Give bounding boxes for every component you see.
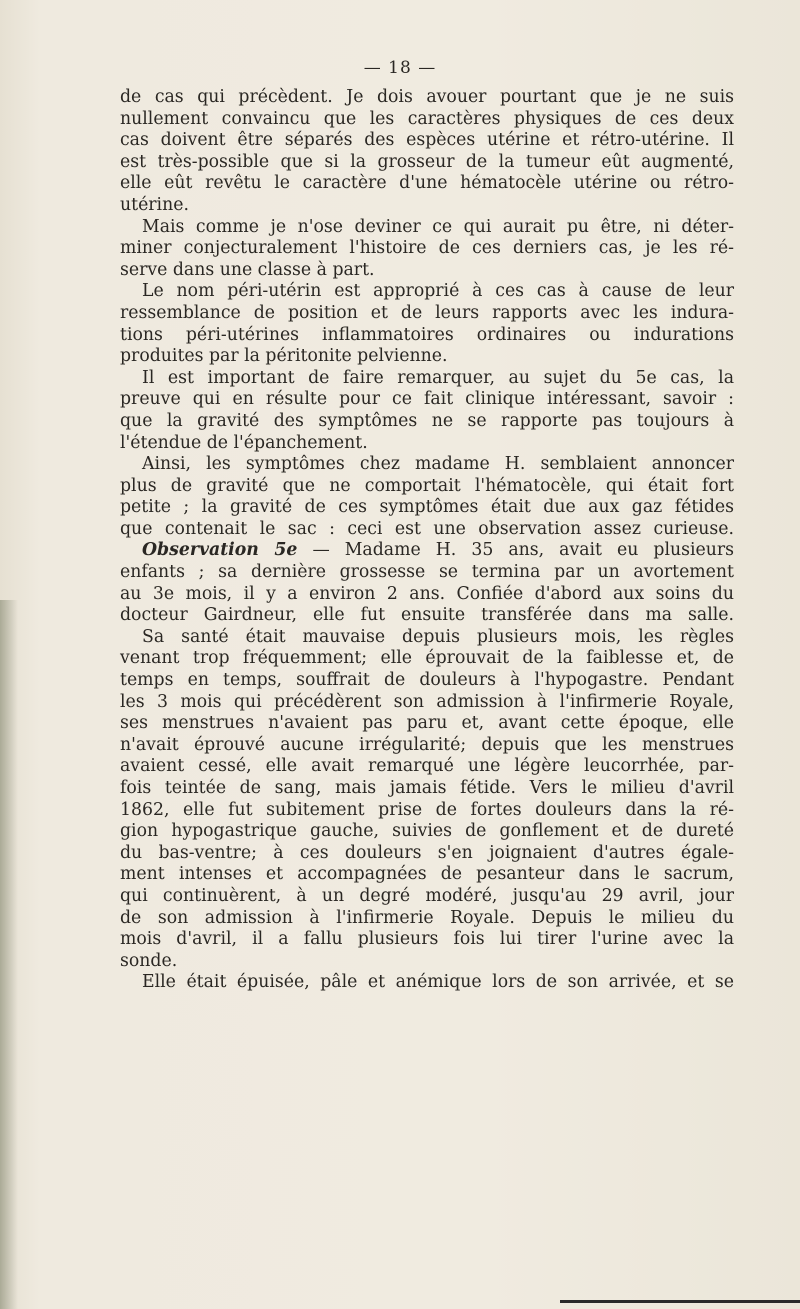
body-text: [120, 87, 734, 994]
text-line: qui continuèrent, à un degré modéré, jusqu'au 29 avril, jour: [120, 885, 734, 906]
bottom-rule: [560, 1300, 800, 1303]
text-line: Sa santé était mauvaise depuis plusieurs mois, les règles: [142, 626, 734, 647]
text-line: plus de gravité que ne comportait l'hématocèle, qui était fort: [120, 475, 734, 496]
observation-line: [120, 540, 734, 562]
text-line: 1862, elle fut subitement prise de fortes douleurs dans la ré-: [120, 799, 734, 820]
text-line: fois teintée de sang, mais jamais fétide. Vers le milieu d'avril: [120, 778, 734, 798]
text-line: miner conjecturalement l'histoire de ces derniers cas, je les ré-: [120, 238, 734, 259]
text-line: produites par la péritonite pelvienne.: [120, 346, 448, 367]
text-line: elle eût revêtu le caractère d'une hématocèle utérine ou rétro-: [120, 173, 734, 194]
text-line: de cas qui précèdent. Je dois avouer pourtant que je ne suis: [120, 87, 734, 107]
text-line: mois d'avril, il a fallu plusieurs fois lui tirer l'urine avec la: [120, 929, 734, 950]
text-line: ressemblance de position et de leurs rapports avec les indura-: [120, 302, 734, 323]
text-line: que contenait le sac : ceci est une observation assez curieuse.: [120, 518, 734, 539]
text-line: temps en temps, souffrait de douleurs à l'hypogastre. Pendant: [120, 670, 734, 691]
text-line: preuve qui en résulte pour ce fait clinique intéressant, savoir :: [120, 389, 734, 410]
text-line: enfants ; sa dernière grossesse se termina par un avortement: [120, 562, 734, 583]
text-line: Il est important de faire remarquer, au sujet du 5e cas, la: [142, 367, 734, 388]
text-line: petite ; la gravité de ces symptômes était due aux gaz fétides: [120, 497, 734, 518]
text-line: avaient cessé, elle avait remarqué une légère leucorrhée, par-: [120, 756, 734, 777]
text-line: venant trop fréquemment; elle éprouvait de la faiblesse et, de: [120, 648, 734, 669]
text-line: gion hypogastrique gauche, suivies de gonflement et de dureté: [120, 821, 734, 842]
text-line: tions péri-utérines inflammatoires ordinaires ou indurations: [120, 324, 734, 345]
text-line: Ainsi, les symptômes chez madame H. semblaient annoncer: [142, 454, 734, 475]
text-line: sonde.: [120, 950, 178, 971]
text-line: Le nom péri-utérin est approprié à ces cas à cause de leur: [142, 281, 734, 302]
text-line: docteur Gairdneur, elle fut ensuite transférée dans ma salle.: [120, 605, 734, 626]
text-line: serve dans une classe à part.: [120, 259, 375, 280]
text-line: au 3e mois, il y a environ 2 ans. Confiée d'abord aux soins du: [120, 583, 734, 604]
page-edge-shadow: [0, 600, 18, 1309]
text-line: que la gravité des symptômes ne se rapporte pas toujours à: [120, 410, 734, 431]
text-line: ses menstrues n'avaient pas paru et, avant cette époque, elle: [120, 713, 734, 734]
observation-heading: Observation 5e: [142, 540, 298, 561]
page-number-header: — 18 —: [363, 58, 437, 78]
text-line: nullement convaincu que les caractères physiques de ces deux: [120, 108, 734, 129]
text-line: Elle était épuisée, pâle et anémique lors de son arrivée, et se: [142, 972, 734, 993]
text-line: du bas-ventre; à ces douleurs s'en joignaient d'autres égale-: [120, 842, 734, 863]
text-line: de son admission à l'infirmerie Royale. Depuis le milieu du: [120, 907, 734, 928]
text-line: les 3 mois qui précédèrent son admission à l'infirmerie Royale,: [120, 691, 734, 712]
text-line: l'étendue de l'épanchement.: [120, 432, 368, 453]
text-line: est très-possible que si la grosseur de la tumeur eût augmenté,: [120, 151, 734, 172]
text-line: cas doivent être séparés des espèces utérine et rétro-utérine. Il: [120, 130, 734, 151]
text-line: Mais comme je n'ose deviner ce qui aurait pu être, ni déter-: [142, 216, 734, 237]
text-line: utérine.: [120, 194, 189, 215]
text-line: — Madame H. 35 ans, avait eu plusieurs: [312, 540, 734, 561]
text-line: n'avait éprouvé aucune irrégularité; depuis que les menstrues: [120, 734, 734, 755]
text-line: ment intenses et accompagnées de pesanteur dans le sacrum,: [120, 864, 734, 885]
